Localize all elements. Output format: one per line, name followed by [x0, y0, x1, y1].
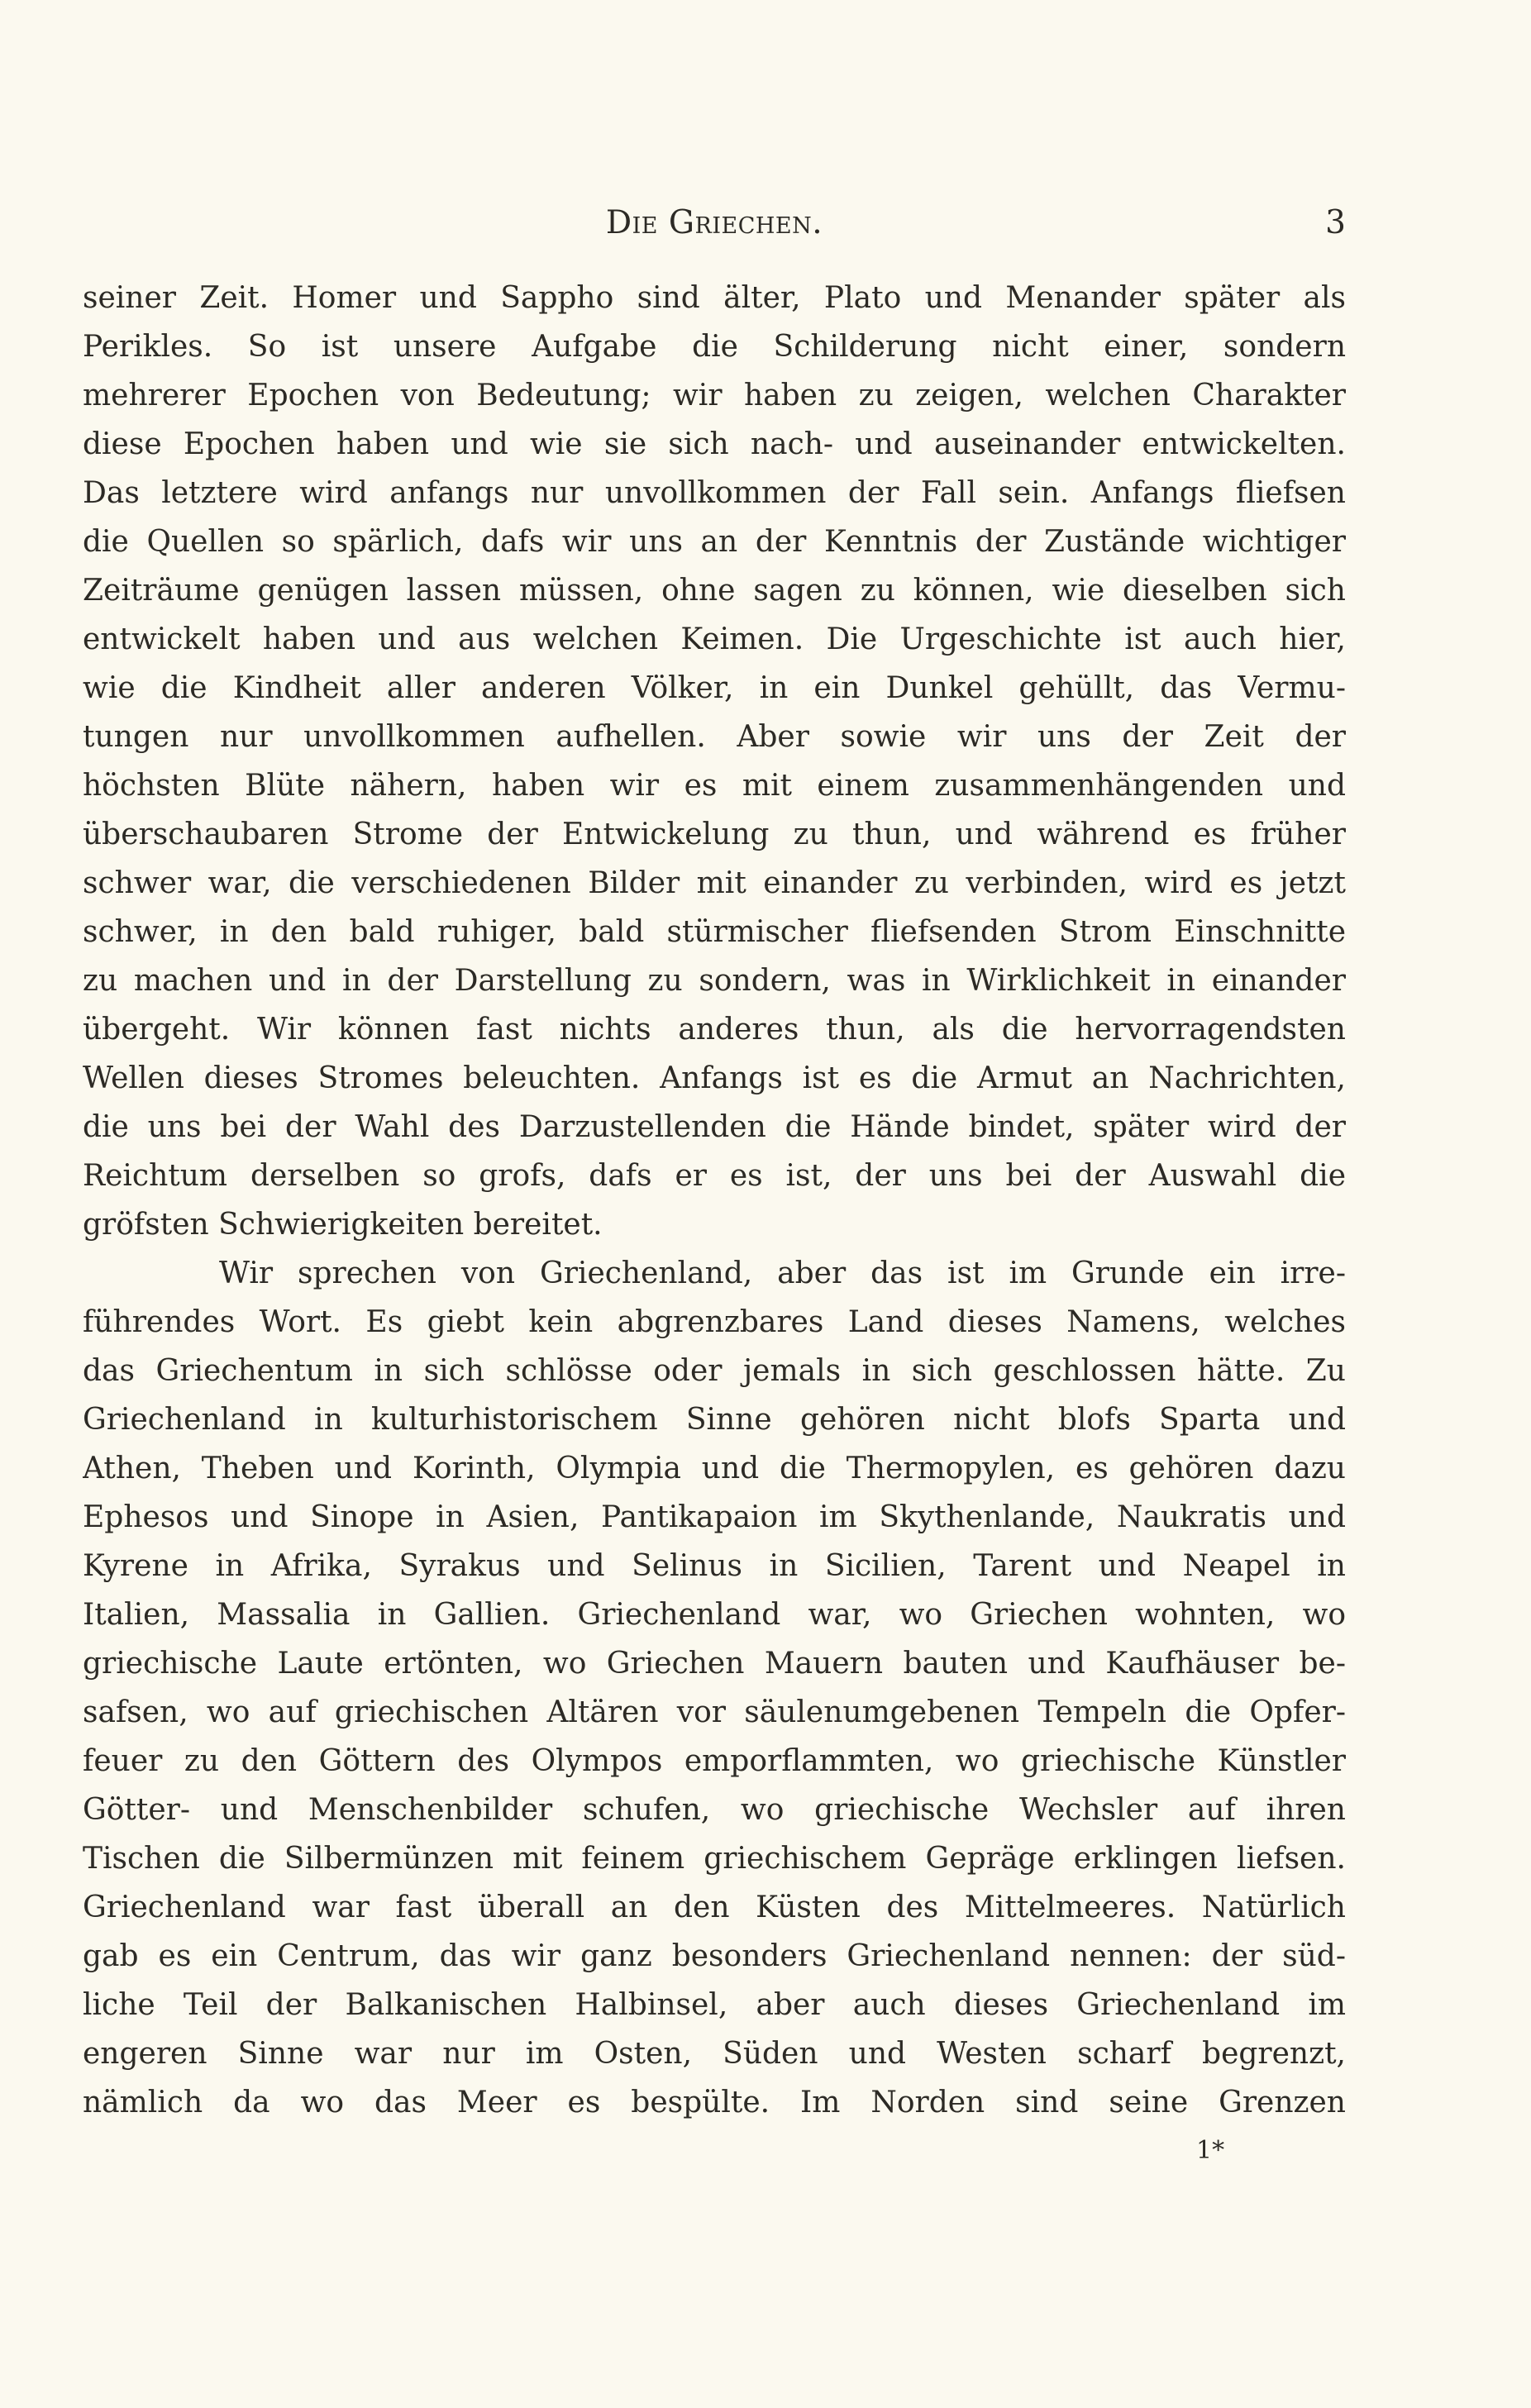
running-header — [83, 200, 1346, 246]
text-line: höchsten Blüte nähern, haben wir es mit einem zusammenhängenden und — [83, 769, 1346, 803]
text-line: tungen nur unvollkommen aufhellen. Aber sowie wir uns der Zeit der — [83, 720, 1346, 754]
text-line: nämlich da wo das Meer es bespülte. Im Norden sind seine Grenzen — [83, 2086, 1346, 2120]
text-line: übergeht. Wir können fast nichts anderes thun, als die hervorragendsten — [83, 1013, 1346, 1047]
text-line: Italien, Massalia in Gallien. Griechenland war, wo Griechen wohnten, wo — [83, 1598, 1346, 1632]
text-line: griechische Laute ertönten, wo Griechen Mauern bauten und Kaufhäuser be- — [83, 1647, 1346, 1681]
page-number: 3 — [1325, 204, 1346, 241]
text-line: die uns bei der Wahl des Darzustellenden die Hände bindet, später wird der — [83, 1110, 1346, 1144]
text-line: Götter- und Menschenbilder schufen, wo griechische Wechsler auf ihren — [83, 1793, 1346, 1827]
text-line: Athen, Theben und Korinth, Olympia und die Thermopylen, es gehören dazu — [83, 1452, 1346, 1485]
text-line: überschaubaren Strome der Entwickelung zu thun, und während es früher — [83, 818, 1346, 851]
text-line: schwer, in den bald ruhiger, bald stürmischer fliefsenden Strom Einschnitte — [83, 915, 1346, 949]
text-line: mehrerer Epochen von Bedeutung; wir haben zu zeigen, welchen Charakter — [83, 379, 1346, 412]
text-line: Ephesos und Sinope in Asien, Pantikapaion im Skythenlande, Naukratis und — [83, 1500, 1346, 1534]
text-line: Griechenland in kulturhistorischem Sinne gehören nicht blofs Sparta und — [83, 1403, 1346, 1437]
text-line: engeren Sinne war nur im Osten, Süden und Westen scharf begrenzt, — [83, 2037, 1346, 2071]
text-line: zu machen und in der Darstellung zu sondern, was in Wirklichkeit in einander — [83, 964, 1346, 998]
text-line: diese Epochen haben und wie sie sich nach- und auseinander entwickelten. — [83, 427, 1346, 461]
text-line: wie die Kindheit aller anderen Völker, in ein Dunkel gehüllt, das Vermu- — [83, 671, 1346, 705]
text-line: entwickelt haben und aus welchen Keimen. Die Urgeschichte ist auch hier, — [83, 622, 1346, 656]
text-line: safsen, wo auf griechischen Altären vor säulenumgebenen Tempeln die Opfer- — [83, 1695, 1346, 1729]
text-line: die Quellen so spärlich, dafs wir uns an der Kenntnis der Zustände wichtiger — [83, 525, 1346, 559]
text-line: seiner Zeit. Homer und Sappho sind älter, Plato und Menander später als — [83, 281, 1346, 315]
chapter-title: Die Griechen. — [605, 204, 823, 241]
body-text — [83, 274, 1346, 2127]
text-line: führendes Wort. Es giebt kein abgrenzbares Land dieses Namens, welches — [83, 1305, 1346, 1339]
text-line: gab es ein Centrum, das wir ganz besonders Griechenland nennen: der süd- — [83, 1939, 1346, 1973]
text-line: schwer war, die verschiedenen Bilder mit einander zu verbinden, wird es jetzt — [83, 866, 1346, 900]
text-line: Das letztere wird anfangs nur unvollkommen der Fall sein. Anfangs fliefsen — [83, 476, 1346, 510]
text-line: Tischen die Silbermünzen mit feinem griechischem Gepräge erklingen liefsen. — [83, 1842, 1346, 1876]
text-line: das Griechentum in sich schlösse oder jemals in sich geschlossen hätte. Zu — [83, 1354, 1346, 1388]
text-line: Wellen dieses Stromes beleuchten. Anfangs ist es die Armut an Nachrichten, — [83, 1061, 1346, 1095]
paragraph-start-line: Wir sprechen von Griechenland, aber das ist im Grunde ein irre- — [219, 1256, 1346, 1290]
text-line: Griechenland war fast überall an den Küsten des Mittelmeeres. Natürlich — [83, 1891, 1346, 1924]
text-line: Perikles. So ist unsere Aufgabe die Schilderung nicht einer, sondern — [83, 330, 1346, 364]
paragraph-end-line: gröfsten Schwierigkeiten bereitet. — [83, 1208, 603, 1242]
text-line: Reichtum derselben so grofs, dafs er es ist, der uns bei der Auswahl die — [83, 1159, 1346, 1193]
text-line: Zeiträume genügen lassen müssen, ohne sagen zu können, wie dieselben sich — [83, 574, 1346, 608]
text-line: liche Teil der Balkanischen Halbinsel, aber auch dieses Griechenland im — [83, 1988, 1346, 2022]
signature-mark: 1* — [1196, 2136, 1225, 2165]
text-line: feuer zu den Göttern des Olympos emporflammten, wo griechische Künstler — [83, 1744, 1346, 1778]
text-line: Kyrene in Afrika, Syrakus und Selinus in Sicilien, Tarent und Neapel in — [83, 1549, 1346, 1583]
